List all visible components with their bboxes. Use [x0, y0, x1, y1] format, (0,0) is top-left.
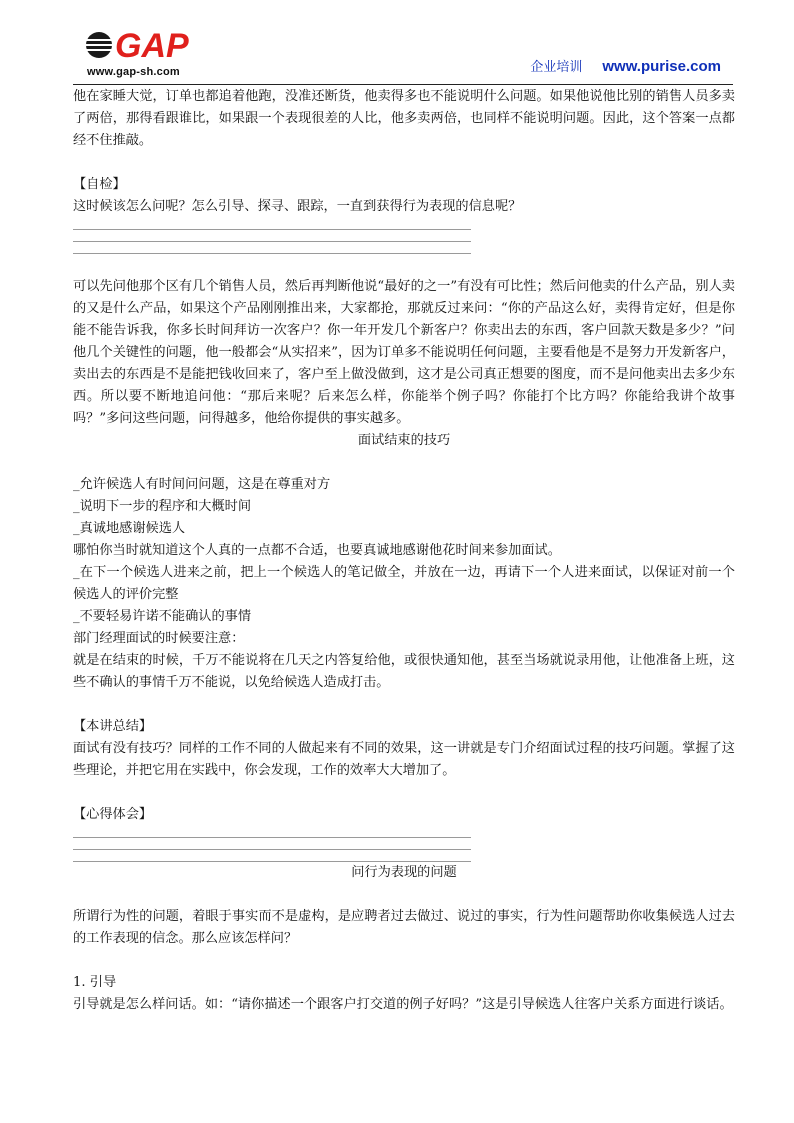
blank-notes-line [73, 826, 471, 838]
reflection-heading: 【心得体会】 [73, 807, 153, 822]
guide-paragraph: 引导就是怎么样问话。如：“请你描述一个跟客户打交道的例子好吗？”这是引导候选人往客户关系方面进行谈话。 [73, 997, 733, 1012]
tip-item: _说明下一步的程序和大概时间 [73, 499, 252, 514]
blank-answer-line [73, 242, 471, 254]
tip-item: _不要轻易许诺不能确认的事情 [73, 609, 252, 624]
blank-notes-line [73, 838, 471, 850]
logo-text: GAP [115, 27, 189, 65]
tip-item: _允许候选人有时间问问题，这是在尊重对方 [73, 477, 331, 492]
tip-item: _在下一个候选人进来之前，把上一个候选人的笔记做全，并放在一边，再请下一个人进来面试，以保证对前一个候选人的评价完整 [73, 565, 735, 602]
tip-detail: 哪怕你当时就知道这个人真的一点都不合适，也要真诚地感谢他花时间来参加面试。 [73, 543, 561, 558]
blank-notes-line [73, 850, 471, 862]
logo-url: www.gap-sh.com [87, 66, 180, 78]
manager-note-heading: 部门经理面试的时候要注意： [73, 631, 245, 646]
site-url-link[interactable]: www.purise.com [602, 58, 721, 75]
summary-heading: 【本讲总结】 [73, 719, 153, 734]
summary-paragraph: 面试有没有技巧？同样的工作不同的人做起来有不同的效果，这一讲就是专门介绍面试过程的技巧问题。掌握了这些理论，并把它用在实践中，你会发现，工作的效率大大增加了。 [73, 741, 735, 778]
header-links [530, 56, 721, 75]
blank-answer-line [73, 218, 471, 230]
self-check-question: 这时候该怎么问呢？怎么引导、探寻、跟踪，一直到获得行为表现的信息呢？ [73, 199, 522, 214]
manager-note: 就是在结束的时候，千万不能说将在几天之内答复给他，或很快通知他，甚至当场就说录用他，让他准备上班，这些不确认的事情千万不能说，以免给候选人造成打击。 [73, 653, 735, 690]
guide-heading: 1. 引导 [73, 975, 117, 990]
training-label[interactable]: 企业培训 [530, 60, 583, 75]
document-body [73, 86, 735, 1016]
tip-item: _真诚地感谢候选人 [73, 521, 186, 536]
section-title-behavior: 问行为表现的问题 [351, 865, 457, 880]
behavior-intro: 所谓行为性的问题，着眼于事实而不是虚构，是应聘者过去做过、说过的事实，行为性问题帮助你收集候选人过去的工作表现的信念。那么应该怎样问？ [73, 909, 735, 946]
page-header [73, 22, 733, 85]
blank-answer-line [73, 230, 471, 242]
answer-paragraph: 可以先问他那个区有几个销售人员，然后再判断他说“最好的之一”有没有可比性；然后问他卖的什么产品，别人卖的又是什么产品，如果这个产品刚刚推出来，大家都抢，那就反过来问：“你的产品这么好，卖得肯定好，但是你能不能告诉我，你多长时间拜访一次客户？你一年开发几个新客户？你卖出去的东西，客户回款天数是多少？”问他几个关键性的问题，他一般都会“从实招来”，因为订单多不能说明任何问题，主要看他是不是努力开发新客户，卖出去的东西是不是能把钱收回来了，客户至上做没做到，这才是公司真正想要的图度，而不是问他卖出去多少东西。所以要不断地追问他：“那后来呢？后来怎么样，你能举个例子吗？你能打个比方吗？你能给我讲个故事吗？”多问这些问题，问得越多，他给你提供的事实越多。 [73, 279, 735, 426]
self-check-heading: 【自检】 [73, 177, 126, 192]
paragraph: 他在家睡大觉，订单也都追着他跑，没准还断货，他卖得多也不能说明什么问题。如果他说他比别的销售人员多卖了两倍，那得看跟谁比，如果跟一个表现很差的人比，他多卖两倍，也同样不能说明问题。因此，这个答案一点都经不住推敲。 [73, 89, 735, 148]
section-title-ending: 面试结束的技巧 [357, 433, 451, 448]
